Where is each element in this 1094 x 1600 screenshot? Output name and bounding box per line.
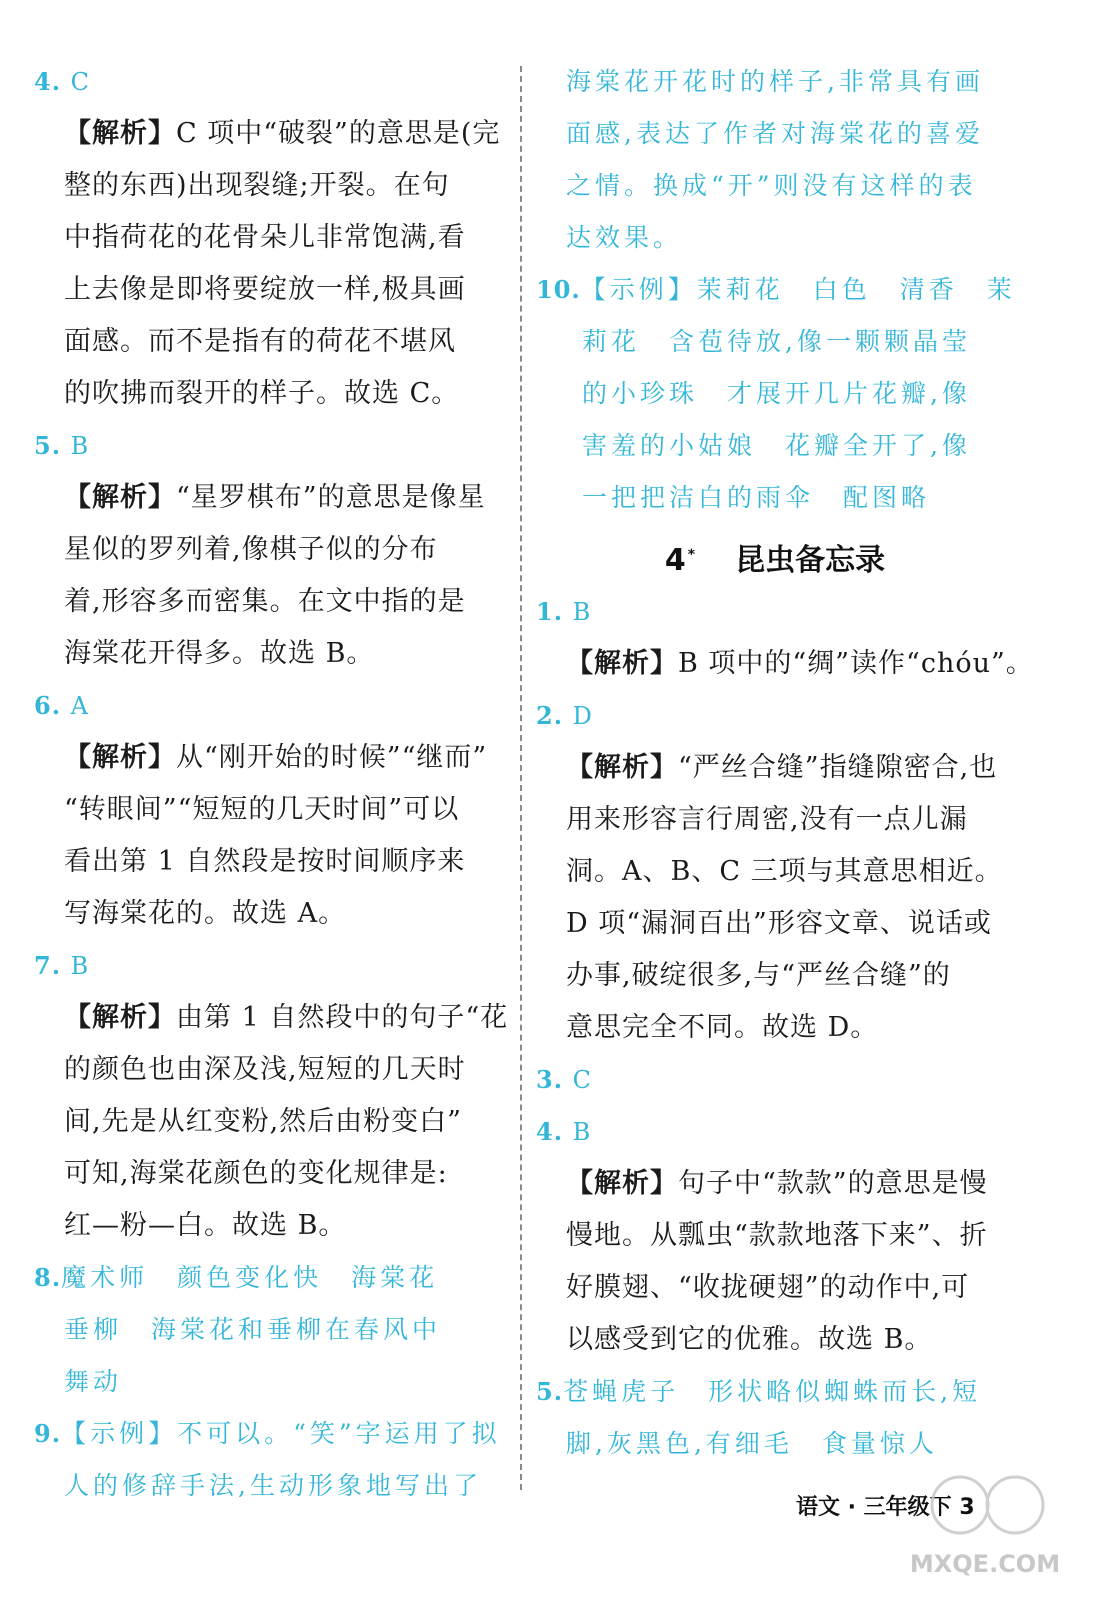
explanation-q4-line6: 的吹拂而裂开的样子。故选 C。 — [64, 378, 460, 409]
explanation-q4-line5: 面感。而不是指有的荷花不堪风 — [64, 326, 456, 357]
analysis-tag: 【解析】 — [566, 1168, 678, 1199]
explanation-s2-line6: 意思完全不同。故选 D。 — [566, 1012, 879, 1043]
explanation-s2-line1: 【解析】“严丝合缝”指缝隙密合,也 — [566, 752, 998, 783]
explanation-s2-line5: 办事,破绽很多,与“严丝合缝”的 — [566, 960, 951, 991]
column-divider — [520, 66, 522, 1490]
answer-q9-line3: 海棠花开花时的样子,非常具有画 — [566, 67, 984, 96]
answer-s5-line2: 脚,灰黑色,有细毛 食量惊人 — [566, 1429, 938, 1458]
analysis-tag: 【解析】 — [64, 118, 176, 149]
answer-s1: 1. B — [536, 597, 592, 626]
explanation-q5-line4: 海棠花开得多。故选 B。 — [64, 638, 375, 669]
answer-q9-line5: 之情。换成“开”则没有这样的表 — [566, 171, 977, 200]
explanation-q4-line2: 整的东西)出现裂缝;开裂。在句 — [64, 170, 450, 201]
explanation-s4-line4: 以感受到它的优雅。故选 B。 — [566, 1324, 933, 1355]
answer-q9-line2: 人的修辞手法,生动形象地写出了 — [64, 1471, 482, 1500]
explanation-q7-line4: 可知,海棠花颜色的变化规律是: — [64, 1158, 448, 1189]
explanation-s4-line2: 慢地。从瓢虫“款款地落下来”、折 — [566, 1220, 988, 1251]
explanation-q7-line2: 的颜色也由深及浅,短短的几天时 — [64, 1054, 466, 1085]
answer-q6: 6. A — [34, 691, 89, 720]
analysis-tag: 【解析】 — [566, 752, 678, 783]
explanation-s2-line3: 洞。A、B、C 三项与其意思相近。 — [566, 856, 1003, 887]
analysis-tag: 【解析】 — [64, 742, 176, 773]
answer-q9-line1: 9.【示例】不可以。“笑”字运用了拟 — [34, 1419, 501, 1448]
explanation-q6-line1: 【解析】从“刚开始的时候”“继而” — [64, 742, 488, 773]
section-title: 4 * 昆虫备忘录 — [664, 543, 886, 578]
right-column — [536, 56, 1034, 1470]
answer-q10-line5: 一把把洁白的雨伞 配图略 — [582, 483, 931, 512]
explanation-q5-line3: 着,形容多而密集。在文中指的是 — [64, 586, 466, 617]
answer-q9-line4: 面感,表达了作者对海棠花的喜爱 — [566, 119, 984, 148]
explanation-q5-line2: 星似的罗列着,像棋子似的分布 — [64, 534, 438, 565]
answer-s4: 4. B — [536, 1117, 592, 1146]
answer-q10-line1: 10.【示例】茉莉花 白色 清香 茉 — [536, 275, 1016, 304]
explanation-s2-line2: 用来形容言行周密,没有一点儿漏 — [566, 804, 968, 835]
watermark-text: MXQE.COM — [909, 1550, 1061, 1578]
answer-q5: 5. B — [34, 431, 90, 460]
explanation-s1-line1: 【解析】B 项中的“绸”读作“chóu”。 — [566, 648, 1034, 679]
answer-q8-line2: 垂柳 海棠花和垂柳在春风中 — [64, 1315, 442, 1344]
answer-q10-line3: 的小珍珠 才展开几片花瓣,像 — [582, 379, 971, 408]
left-column — [34, 56, 512, 1512]
page-number: 3 — [959, 1495, 975, 1520]
explanation-s4-line3: 好膜翅、“收拢硬翅”的动作中,可 — [566, 1272, 970, 1303]
answer-q4: 4. C — [34, 67, 91, 96]
explanation-q7-line1: 【解析】由第 1 自然段中的句子“花 — [64, 1002, 509, 1033]
analysis-tag: 【解析】 — [566, 648, 678, 679]
answer-q8-line3: 舞动 — [64, 1367, 123, 1396]
explanation-s4-line1: 【解析】句子中“款款”的意思是慢 — [566, 1168, 988, 1199]
explanation-q5-line1: 【解析】“星罗棋布”的意思是像星 — [64, 482, 486, 513]
answer-q7: 7. B — [34, 951, 90, 980]
explanation-q7-line3: 间,先是从红变粉,然后由粉变白” — [64, 1106, 462, 1137]
answer-q8-line1: 8.魔术师 颜色变化快 海棠花 — [34, 1263, 439, 1292]
watermark-logo — [900, 1460, 1070, 1590]
answer-s3: 3. C — [536, 1065, 593, 1094]
answer-q9-line6: 达效果。 — [566, 223, 683, 252]
explanation-q4-line3: 中指荷花的花骨朵儿非常饱满,看 — [64, 222, 466, 253]
explanation-q7-line5: 红—粉—白。故选 B。 — [64, 1210, 347, 1241]
footer-subject: 语文 · 三年级下 — [796, 1495, 952, 1520]
explanation-q4-line1: 【解析】C 项中“破裂”的意思是(完 — [64, 118, 501, 149]
explanation-q4-line4: 上去像是即将要绽放一样,极具画 — [64, 274, 466, 305]
answer-q10-line4: 害羞的小姑娘 花瓣全开了,像 — [582, 431, 971, 460]
analysis-tag: 【解析】 — [64, 482, 176, 513]
explanation-q6-line3: 看出第 1 自然段是按时间顺序来 — [64, 846, 466, 877]
explanation-q6-line4: 写海棠花的。故选 A。 — [64, 898, 347, 929]
explanation-s2-line4: D 项“漏洞百出”形容文章、说话或 — [566, 908, 992, 939]
analysis-tag: 【解析】 — [64, 1002, 176, 1033]
answer-s2: 2. D — [536, 701, 593, 730]
explanation-q6-line2: “转眼间”“短短的几天时间”可以 — [64, 794, 460, 825]
answer-s5-line1: 5.苍蝇虎子 形状略似蜘蛛而长,短 — [536, 1377, 982, 1406]
answer-q10-line2: 莉花 含苞待放,像一颗颗晶莹 — [582, 327, 971, 356]
